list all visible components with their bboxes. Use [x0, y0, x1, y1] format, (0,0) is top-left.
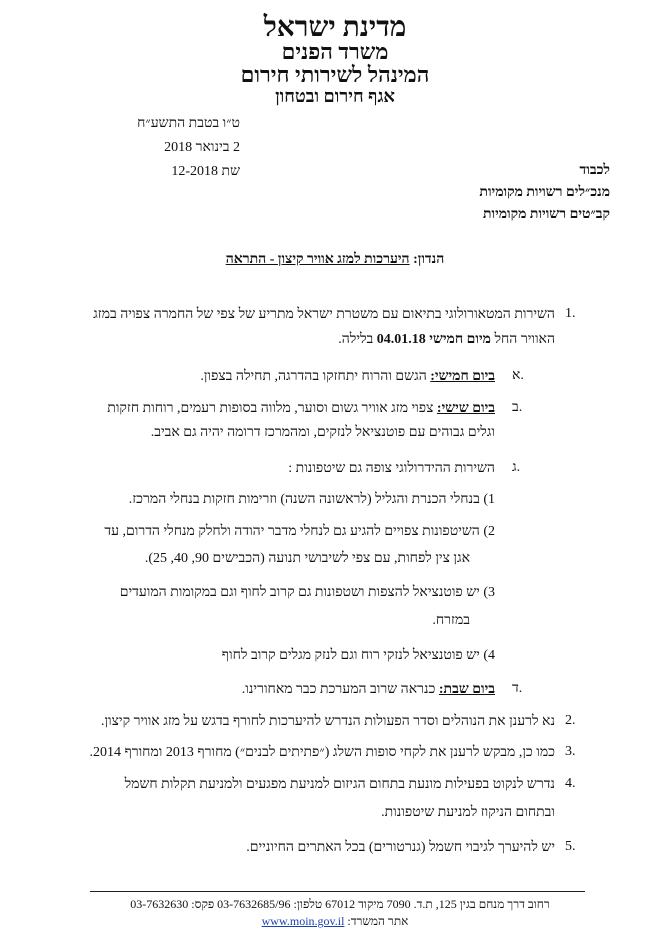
item-c-mark: ג. [512, 460, 521, 475]
item-b-line-2: וגלים גבוהים עם פוטנציאל לנזקים, ומהמרכז דרומה יהיה גם אביב. [150, 425, 495, 440]
item-b-mark: ב. [512, 400, 523, 415]
item-b-line-1: ביום שישי: צפוי מזג אוויר גשום וסוער, מלווה בסופות רעמים, רוחות חזקות [107, 401, 495, 416]
letterhead-state: מדינת ישראל [263, 12, 407, 43]
subject-text: היערכות למזג אוויר קיצון - התראה [225, 252, 410, 267]
recipient-salutation: לכבוד [579, 163, 610, 178]
item-c-2-line-2: אגן צין לפחות, עם צפי לשיבושי תנועה (הכבישים 90, 40, 25). [144, 551, 470, 566]
item-4-line-2: ובתחום הניקוז למניעת שיטפונות. [381, 805, 555, 820]
item-1-number: 1. [565, 306, 576, 321]
letterhead-directorate: המינהל לשירותי חירום [240, 62, 430, 87]
subject-line [0, 252, 670, 268]
item-d-mark: ד. [512, 681, 523, 696]
footer-site-link[interactable]: www.moin.gov.il [261, 914, 345, 928]
footer-address: רחוב דרך מנחם בגין 125, ת.ד. 7090 מיקוד 67012 טלפון: 03-7632685/96 פקס: 03-7632630 [130, 897, 550, 911]
item-1-date: מיום חמישי 04.01.18 [376, 332, 491, 347]
recipient-line-1: מנכ״לים רשויות מקומיות [479, 185, 610, 200]
item-c-text: השירות ההידרולוגי צופה גם שיטפונות : [288, 461, 495, 476]
recipient-line-2: קב״טים רשויות מקומיות [482, 207, 610, 222]
item-d-text: ביום שבת: כנראה שרוב המערכת כבר מאחורינו. [241, 682, 495, 697]
item-5-text: יש להיערך לגיבוי חשמל (גנרטורים) בכל האתרים החיוניים. [246, 840, 555, 855]
item-1-line-2: האוויר החל מיום חמישי 04.01.18 בלילה. [338, 332, 555, 347]
item-a-mark: א. [512, 368, 524, 383]
footer-site-label: אתר המשרד: [347, 914, 409, 928]
item-d-label: ביום שבת: [438, 682, 495, 697]
subject-label: הנדון: [413, 252, 445, 267]
hebrew-date: ט״ו בטבת התשע״ח [137, 116, 240, 131]
item-4-number: 4. [565, 776, 576, 791]
footer-divider [90, 891, 585, 892]
item-3-text: כמו כן, מבקש לרענן את לקחי סופות השלג (״פתיתים לבנים״) מחורף 2013 ומחורף 2014. [89, 745, 555, 760]
item-2-text: נא לרענן את הנוהלים וסדר הפעולות הנדרש להיערכות לחורף בדגש על מזג אוויר קיצון. [100, 714, 555, 729]
gregorian-date: 2 בינואר 2018 [164, 140, 240, 155]
letterhead-division: אגף חירום ובטחון [275, 86, 395, 106]
item-c-1: 1) בנחלי הכנרת והגליל (לראשונה השנה) וזרימות חזקות בנחלי המרכז. [128, 492, 495, 507]
item-c-2-line-1: 2) השיטפונות צפויים להגיע גם לנחלי מדבר יהודה ולחלק מנחלי הדרום, עד [104, 524, 495, 539]
item-a-text: ביום חמישי: הגשם והרוח יתחזקו בהדרגה, תחילה בצפון. [200, 369, 495, 384]
item-c-3-line-1: 3) יש פוטנציאל להצפות ושטפונות גם קרוב לחוף וגם במקומות המועדים [119, 585, 495, 600]
item-c-4: 4) יש פוטנציאל לנזקי רוח וגם לנזק מגלים קרוב לחוף [221, 648, 495, 663]
item-1-line-1: השירות המטאורולוגי בתיאום עם משטרת ישראל מתריע של צפי של החמרה צפויה במזג [93, 307, 555, 322]
item-2-number: 2. [565, 713, 576, 728]
item-b-label: ביום שישי: [436, 401, 495, 416]
letterhead-ministry: משרד הפנים [281, 39, 389, 64]
item-c-3-line-2: במזרח. [432, 613, 470, 628]
item-3-number: 3. [565, 744, 576, 759]
item-a-label: ביום חמישי: [430, 369, 495, 384]
item-4-line-1: נדרש לנקוט בפעילות מונעת בתחום הגיזום למניעת מפגעים ולמניעת תקלות חשמל [124, 777, 555, 792]
reference-number: שת 12-2018 [171, 164, 240, 179]
item-5-number: 5. [565, 839, 576, 854]
footer-website [230, 914, 440, 929]
